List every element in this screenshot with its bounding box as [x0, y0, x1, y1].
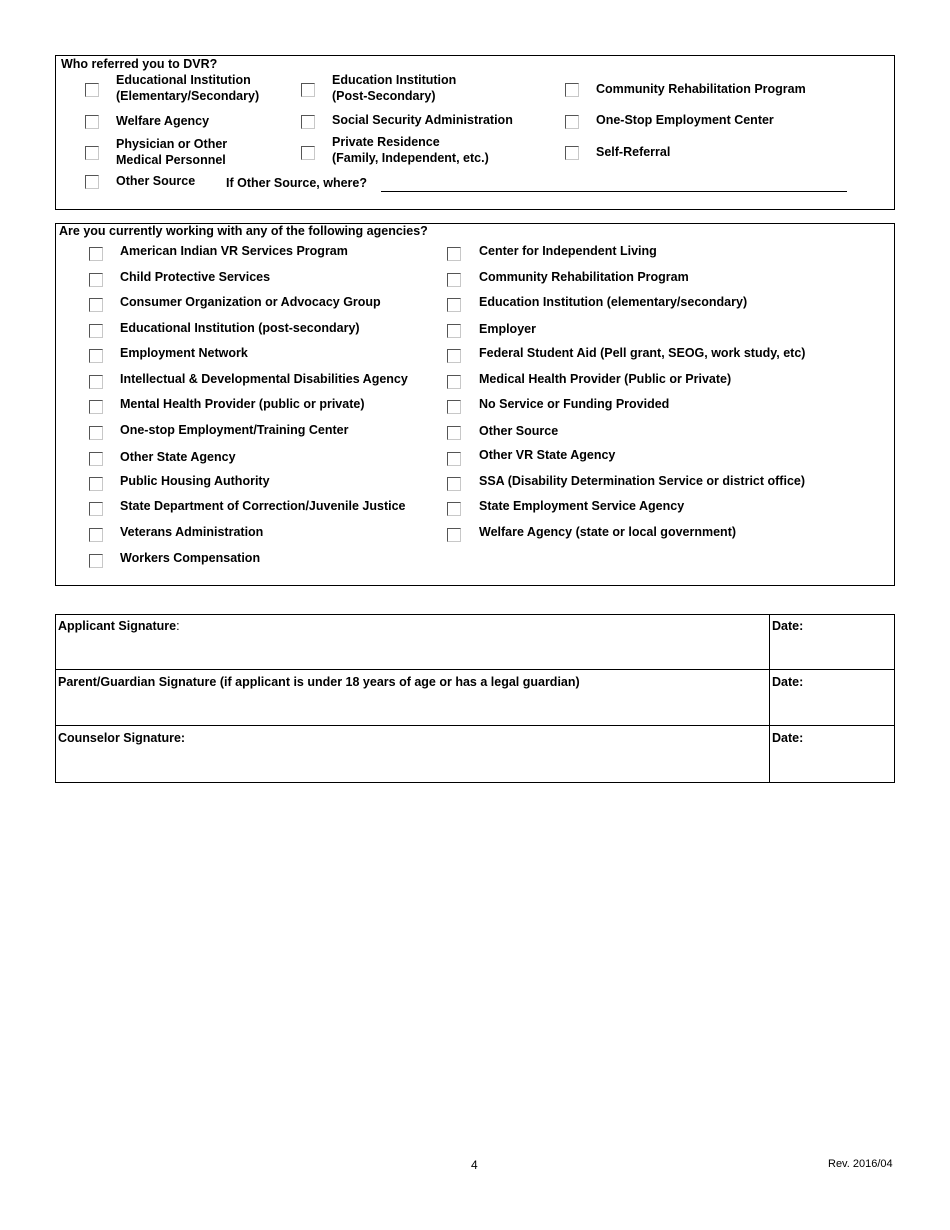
- agency-checkbox-veterans-administration[interactable]: [89, 528, 103, 542]
- agency-checkbox-workers-compensation[interactable]: [89, 554, 103, 568]
- agency-label-federal-student-aid: Federal Student Aid (Pell grant, SEOG, work study, etc): [479, 346, 806, 360]
- agency-label-employment-network: Employment Network: [120, 346, 248, 360]
- agency-checkbox-employment-network[interactable]: [89, 349, 103, 363]
- agency-label-ssa: SSA (Disability Determination Service or district office): [479, 474, 806, 488]
- agency-label-other-vr-state-agency: Other VR State Agency: [479, 448, 616, 462]
- checkbox-one-stop-employment-center[interactable]: [565, 115, 579, 129]
- agency-label-mental-health-provider: Mental Health Provider (public or private): [120, 397, 365, 411]
- agency-checkbox-one-stop-employment-training[interactable]: [89, 426, 103, 440]
- option-label-other-source: Other Source: [116, 174, 196, 188]
- checkbox-social-security-administration[interactable]: [301, 115, 315, 129]
- option-label-community-rehabilitation-program: Community Rehabilitation Program: [596, 82, 806, 96]
- applicant-signature-row[interactable]: [55, 614, 895, 670]
- checkbox-community-rehabilitation-program[interactable]: [565, 83, 579, 97]
- agency-checkbox-other-source[interactable]: [447, 426, 461, 440]
- checkbox-private-residence[interactable]: [301, 146, 315, 160]
- option-label-private-residence: Private Residence (Family, Independent, etc.): [332, 135, 489, 165]
- agency-checkbox-state-employment-service-agency[interactable]: [447, 502, 461, 516]
- agency-label-consumer-organization: Consumer Organization or Advocacy Group: [120, 295, 381, 309]
- option-label-one-stop-employment-center: One-Stop Employment Center: [596, 113, 774, 127]
- checkbox-education-institution-post-secondary[interactable]: [301, 83, 315, 97]
- agency-label-medical-health-provider: Medical Health Provider (Public or Private): [479, 372, 732, 386]
- applicant-signature-label: Applicant Signature:: [58, 619, 180, 633]
- checkbox-educational-institution-elementary[interactable]: [85, 83, 99, 97]
- counselor-signature-label: Counselor Signature:: [58, 731, 186, 745]
- agency-checkbox-ssa[interactable]: [447, 477, 461, 491]
- agency-label-state-employment-service-agency: State Employment Service Agency: [479, 499, 685, 513]
- agency-label-child-protective-services: Child Protective Services: [120, 270, 271, 284]
- agency-label-employer: Employer: [479, 322, 536, 336]
- agency-checkbox-educational-institution-post-secondary[interactable]: [89, 324, 103, 338]
- agency-label-welfare-agency: Welfare Agency (state or local government): [479, 525, 737, 539]
- agency-label-state-department-of-correction: State Department of Correction/Juvenile Justice: [120, 499, 406, 513]
- revision-label: Rev. 2016/04: [828, 1158, 893, 1170]
- option-label-welfare-agency: Welfare Agency: [116, 114, 210, 128]
- agencies-title: Are you currently working with any of the following agencies?: [59, 224, 428, 238]
- agency-checkbox-education-institution-elementary[interactable]: [447, 298, 461, 312]
- other-source-where-input[interactable]: [381, 174, 847, 191]
- agency-checkbox-intellectual-developmental[interactable]: [89, 375, 103, 389]
- agency-label-center-for-independent-living: Center for Independent Living: [479, 244, 657, 258]
- agency-checkbox-other-vr-state-agency[interactable]: [447, 452, 461, 466]
- agency-label-intellectual-developmental: Intellectual & Developmental Disabilities Agency: [120, 372, 408, 386]
- agency-label-community-rehabilitation-program: Community Rehabilitation Program: [479, 270, 689, 284]
- agency-checkbox-medical-health-provider[interactable]: [447, 375, 461, 389]
- checkbox-self-referral[interactable]: [565, 146, 579, 160]
- option-label-social-security-administration: Social Security Administration: [332, 113, 513, 127]
- agency-checkbox-state-department-of-correction[interactable]: [89, 502, 103, 516]
- agency-label-educational-institution-post-secondary: Educational Institution (post-secondary): [120, 321, 360, 335]
- parent-guardian-signature-row[interactable]: [55, 670, 895, 726]
- agency-checkbox-center-for-independent-living[interactable]: [447, 247, 461, 261]
- agency-checkbox-community-rehabilitation-program[interactable]: [447, 273, 461, 287]
- referral-title: Who referred you to DVR?: [61, 57, 218, 71]
- option-label-education-institution-post-secondary: Education Institution (Post-Secondary): [332, 73, 457, 103]
- agency-checkbox-other-state-agency[interactable]: [89, 452, 103, 466]
- checkbox-welfare-agency[interactable]: [85, 115, 99, 129]
- agency-label-other-state-agency: Other State Agency: [120, 450, 236, 464]
- agency-checkbox-federal-student-aid[interactable]: [447, 349, 461, 363]
- agency-checkbox-child-protective-services[interactable]: [89, 273, 103, 287]
- checkbox-other-source[interactable]: [85, 175, 99, 189]
- agency-label-veterans-administration: Veterans Administration: [120, 525, 264, 539]
- agency-checkbox-mental-health-provider[interactable]: [89, 400, 103, 414]
- page-number: 4: [471, 1158, 478, 1172]
- counselor-date-label: Date:: [772, 731, 804, 745]
- checkbox-physician-or-other[interactable]: [85, 146, 99, 160]
- agency-checkbox-american-indian-vr[interactable]: [89, 247, 103, 261]
- agency-label-public-housing-authority: Public Housing Authority: [120, 474, 270, 488]
- agency-label-one-stop-employment-training: One-stop Employment/Training Center: [120, 423, 349, 437]
- agency-label-workers-compensation: Workers Compensation: [120, 551, 261, 565]
- applicant-date-label: Date:: [772, 619, 804, 633]
- other-source-where-label: If Other Source, where?: [226, 176, 368, 190]
- parent-guardian-date-label: Date:: [772, 675, 804, 689]
- agency-label-american-indian-vr: American Indian VR Services Program: [120, 244, 348, 258]
- agency-checkbox-welfare-agency[interactable]: [447, 528, 461, 542]
- agency-checkbox-public-housing-authority[interactable]: [89, 477, 103, 491]
- agency-label-education-institution-elementary: Education Institution (elementary/secondary): [479, 295, 748, 309]
- option-label-self-referral: Self-Referral: [596, 145, 671, 159]
- agency-label-other-source: Other Source: [479, 424, 559, 438]
- other-source-where-underline: [381, 191, 847, 192]
- counselor-signature-row[interactable]: [55, 726, 895, 782]
- agency-checkbox-no-service-or-funding[interactable]: [447, 400, 461, 414]
- agency-checkbox-consumer-organization[interactable]: [89, 298, 103, 312]
- parent-guardian-signature-label: Parent/Guardian Signature (if applicant is under 18 years of age or has a legal guardian): [58, 675, 580, 689]
- option-label-physician-or-other: Physician or Other Medical Personnel: [116, 137, 228, 167]
- option-label-educational-institution-elementary: Educational Institution (Elementary/Secondary): [116, 73, 260, 103]
- agency-checkbox-employer[interactable]: [447, 324, 461, 338]
- agency-label-no-service-or-funding: No Service or Funding Provided: [479, 397, 670, 411]
